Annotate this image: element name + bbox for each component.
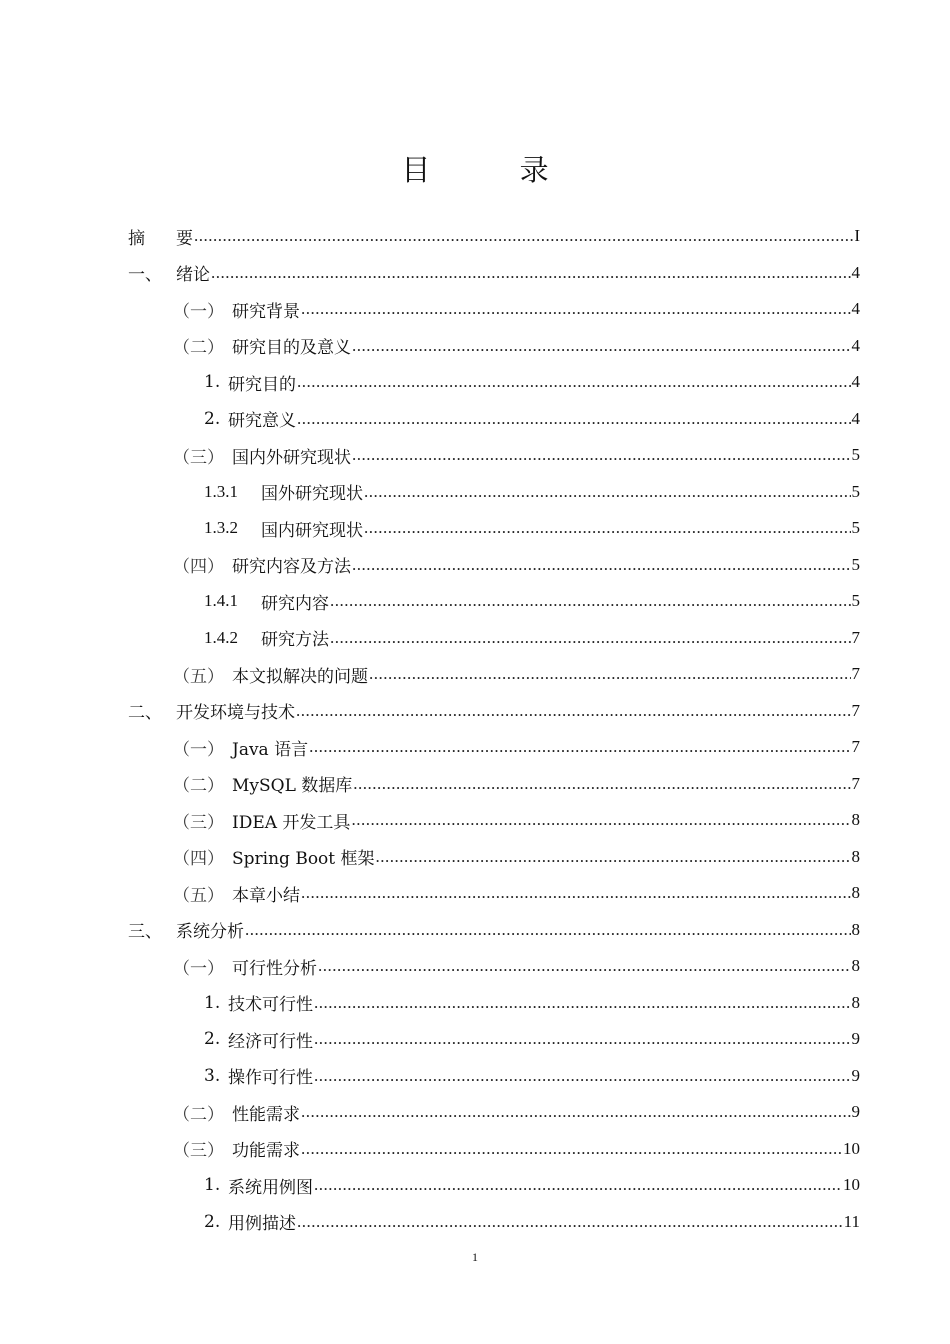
toc-entry[interactable] (128, 693, 860, 730)
toc-leader-dots (314, 1175, 842, 1195)
toc-entry-text: 操作可行性 (228, 1068, 313, 1089)
toc-entry[interactable] (128, 766, 860, 803)
toc-leader-dots (314, 1029, 851, 1049)
toc-leader-dots (309, 737, 850, 757)
toc-entry-text: 用例描述 (228, 1214, 296, 1235)
toc-leader-dots (352, 336, 851, 356)
toc-entry[interactable] (128, 437, 860, 474)
toc-leader-dots (330, 591, 851, 611)
toc-entry-text: 系统分析 (176, 922, 244, 943)
toc-entry-page: 8 (851, 956, 860, 976)
toc-entry-text: 要 (176, 228, 193, 249)
toc-entry-page: 10 (843, 1138, 860, 1158)
toc-entry-page: 7 (851, 737, 860, 757)
toc-entry-page: 5 (851, 518, 860, 538)
toc-entry-number: 1. (204, 372, 221, 393)
toc-entry-text: MySQL 数据库 (232, 776, 353, 797)
toc-entry[interactable] (128, 656, 860, 693)
toc-entry-text: 绪论 (176, 265, 210, 286)
toc-entry[interactable] (128, 985, 860, 1022)
toc-entry-number: 一、 (128, 265, 162, 286)
toc-leader-dots (314, 1066, 851, 1086)
toc-entry-page: 11 (843, 1211, 860, 1231)
toc-leader-dots (301, 1102, 851, 1122)
toc-entry-text: 本章小结 (232, 885, 300, 906)
toc-leader-dots (364, 518, 851, 538)
toc-title: 目 录 (401, 153, 589, 187)
toc-entry[interactable] (128, 1058, 860, 1095)
toc-entry[interactable] (128, 1094, 860, 1131)
toc-entry-page: 5 (851, 481, 860, 501)
toc-leader-dots (301, 883, 851, 903)
page-number: 1 (472, 1250, 478, 1264)
toc-entry-number: 三、 (128, 922, 162, 943)
toc-entry-number: （五） (173, 666, 224, 687)
toc-leader-dots (301, 299, 851, 319)
toc-leader-dots (314, 993, 851, 1013)
toc-entry[interactable] (128, 510, 860, 547)
toc-entry[interactable] (128, 474, 860, 511)
toc-entry-text: 国内研究现状 (261, 520, 363, 541)
toc-entry[interactable] (128, 328, 860, 365)
toc-entry-text: 技术可行性 (228, 995, 313, 1016)
toc-entry[interactable] (128, 1204, 860, 1241)
toc-entry-page: 8 (851, 919, 860, 939)
toc-entry-number: 3. (204, 1065, 221, 1086)
toc-leader-dots (330, 628, 851, 648)
toc-entry-text: 可行性分析 (232, 958, 317, 979)
toc-entry-text: 研究目的 (228, 374, 296, 395)
toc-entry-text: 开发环境与技术 (176, 703, 295, 724)
toc-entry[interactable] (128, 401, 860, 438)
toc-leader-dots (364, 482, 851, 502)
toc-entry-page: 7 (851, 627, 860, 647)
toc-entry[interactable] (128, 547, 860, 584)
toc-entry[interactable] (128, 875, 860, 912)
toc-entry-number: （一） (173, 301, 224, 322)
toc-entry-page: 7 (851, 700, 860, 720)
toc-entry-text: 研究内容及方法 (232, 557, 351, 578)
toc-entry-text: 研究背景 (232, 301, 300, 322)
toc-entry-text: 研究意义 (228, 411, 296, 432)
toc-entry-page: 7 (851, 773, 860, 793)
toc-entry[interactable] (128, 1167, 860, 1204)
toc-entry[interactable] (128, 218, 860, 255)
toc-leader-dots (352, 555, 851, 575)
toc-leader-dots (297, 409, 851, 429)
toc-entry-page: 4 (851, 262, 860, 282)
toc-leader-dots (297, 1212, 843, 1232)
toc-entry-page: 4 (851, 408, 860, 428)
toc-entry[interactable] (128, 802, 860, 839)
toc-entry-page: 8 (851, 810, 860, 830)
toc-entry-text: 功能需求 (232, 1141, 300, 1162)
toc-entry-number: 2. (204, 1029, 221, 1050)
toc-entry[interactable] (128, 364, 860, 401)
toc-entry-page: 4 (851, 372, 860, 392)
toc-entry-number: 二、 (128, 703, 162, 724)
toc-entry[interactable] (128, 583, 860, 620)
toc-entry-text: 研究内容 (261, 593, 329, 614)
toc-entry-page: 9 (851, 1065, 860, 1085)
toc-entry-number: 1.4.2 (204, 627, 238, 647)
toc-entry[interactable] (128, 729, 860, 766)
toc-entry-text: 研究方法 (261, 630, 329, 651)
toc-entry-page: 8 (851, 992, 860, 1012)
toc-entry-page: 4 (851, 335, 860, 355)
toc-leader-dots (296, 701, 851, 721)
toc-entry-text: 经济可行性 (228, 1031, 313, 1052)
toc-entry[interactable] (128, 1131, 860, 1168)
toc-entry-number: （三） (173, 1141, 224, 1162)
toc-entry-number: 1.3.1 (204, 481, 238, 501)
toc-leader-dots (211, 263, 851, 283)
toc-entry-number: （三） (173, 812, 224, 833)
toc-entry-text: Java 语言 (232, 739, 309, 760)
toc-entry-text: 国外研究现状 (261, 484, 363, 505)
toc-entry-page: 4 (851, 299, 860, 319)
toc-leader-dots (245, 920, 851, 940)
toc-entry-number: 1.3.2 (204, 518, 238, 538)
toc-entry[interactable] (128, 1021, 860, 1058)
toc-entry-text: 性能需求 (232, 1104, 300, 1125)
toc-entry-number: （二） (173, 338, 224, 359)
toc-entry-number: （四） (173, 557, 224, 578)
toc-entry-number: （一） (173, 739, 224, 760)
toc-entry[interactable] (128, 620, 860, 657)
toc-entry-page: 5 (851, 445, 860, 465)
toc-entry-text: 本文拟解决的问题 (232, 666, 368, 687)
toc-leader-dots (318, 956, 851, 976)
toc-entry-text: Spring Boot 框架 (232, 849, 375, 870)
toc-entry-number: （五） (173, 885, 224, 906)
toc-entry-page: 9 (851, 1029, 860, 1049)
toc-entry-number: （二） (173, 1104, 224, 1125)
toc-entry-text: 系统用例图 (228, 1177, 313, 1198)
toc-leader-dots (369, 664, 851, 684)
toc-entry[interactable] (128, 912, 860, 949)
toc-entry-number: 摘 (128, 228, 145, 249)
toc-entry-number: 1. (204, 992, 221, 1013)
toc-leader-dots (297, 372, 851, 392)
toc-leader-dots (352, 445, 851, 465)
toc-entry[interactable] (128, 839, 860, 876)
toc-entry-page: 7 (851, 664, 860, 684)
toc-entry-number: 2. (204, 1211, 221, 1232)
toc-entry-page: I (854, 226, 860, 246)
toc-entry-text: 研究目的及意义 (232, 338, 351, 359)
toc-entry-number: （四） (173, 849, 224, 870)
toc-entry-page: 8 (851, 883, 860, 903)
toc-entry[interactable] (128, 255, 860, 292)
toc-entry-page: 8 (851, 846, 860, 866)
toc-entry-text: IDEA 开发工具 (232, 812, 351, 833)
toc-entry-number: （二） (173, 776, 224, 797)
toc-entry-number: 2. (204, 408, 221, 429)
toc-entry-page: 9 (851, 1102, 860, 1122)
toc-entry-number: 1. (204, 1175, 221, 1196)
toc-entry[interactable] (128, 948, 860, 985)
toc-entry-number: 1.4.1 (204, 591, 238, 611)
toc-leader-dots (301, 1139, 842, 1159)
toc-leader-dots (351, 810, 850, 830)
toc-entry-page: 5 (851, 591, 860, 611)
toc-entry-number: （一） (173, 958, 224, 979)
table-of-contents (128, 218, 860, 1240)
toc-entry-page: 5 (851, 554, 860, 574)
toc-leader-dots (353, 774, 850, 794)
toc-leader-dots (194, 226, 853, 246)
toc-entry-number: （三） (173, 447, 224, 468)
toc-leader-dots (376, 847, 851, 867)
toc-entry[interactable] (128, 291, 860, 328)
toc-entry-page: 10 (843, 1175, 860, 1195)
toc-entry-text: 国内外研究现状 (232, 447, 351, 468)
